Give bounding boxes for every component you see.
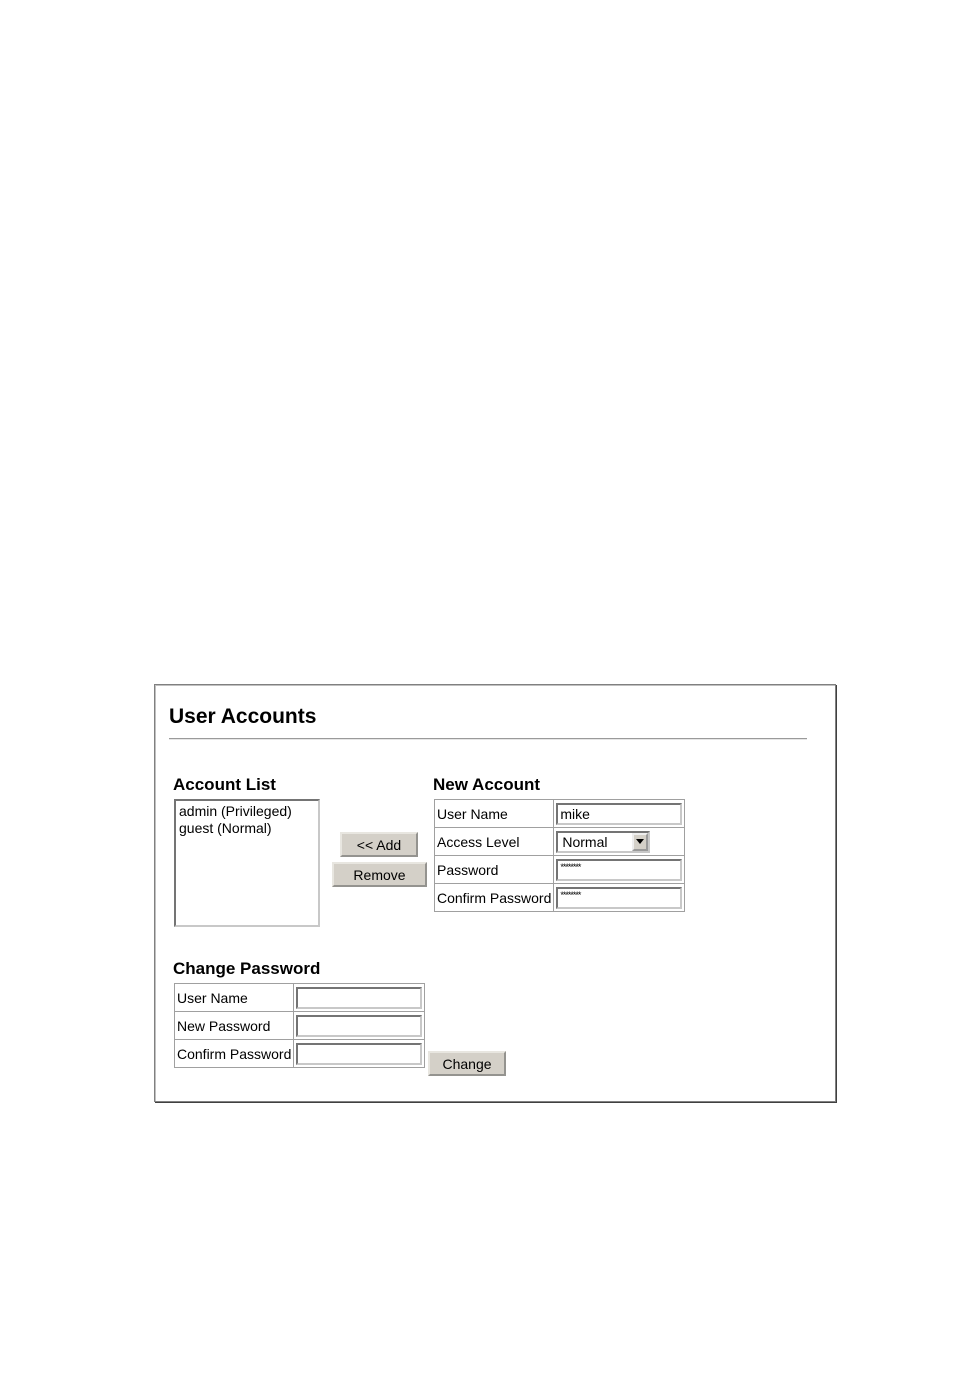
account-list-item[interactable]: admin (Privileged) [179, 803, 292, 819]
new-user-name-label: User Name [435, 800, 554, 828]
change-button[interactable]: Change [428, 1051, 506, 1076]
account-list-heading: Account List [173, 775, 276, 794]
change-new-password-label: New Password [175, 1012, 294, 1040]
remove-button[interactable]: Remove [332, 862, 427, 887]
account-list-box[interactable] [174, 799, 320, 927]
new-confirm-password-label: Confirm Password [435, 884, 554, 912]
change-user-name-label: User Name [175, 984, 294, 1012]
new-user-name-input[interactable]: mike [556, 803, 682, 825]
new-password-label: Password [435, 856, 554, 884]
new-account-form [434, 799, 685, 912]
access-level-value: Normal [562, 833, 608, 850]
new-account-heading: New Account [433, 775, 541, 794]
new-confirm-password-input[interactable]: ******** [556, 887, 682, 909]
change-confirm-password-label: Confirm Password [175, 1040, 294, 1068]
change-password-form [174, 983, 425, 1068]
user-accounts-panel [154, 684, 836, 1102]
access-level-select[interactable] [556, 831, 650, 853]
page-title: User Accounts [169, 705, 317, 728]
change-new-password-input[interactable] [296, 1015, 422, 1037]
change-password-heading: Change Password [173, 959, 321, 978]
access-level-label: Access Level [435, 828, 554, 856]
change-user-name-input[interactable] [296, 987, 422, 1009]
change-confirm-password-input[interactable] [296, 1043, 422, 1065]
dropdown-arrow-glyph [636, 839, 644, 844]
chevron-down-icon[interactable] [632, 833, 648, 851]
add-button[interactable]: << Add [340, 832, 418, 857]
new-password-input[interactable]: ******** [556, 859, 682, 881]
account-list-item[interactable]: guest (Normal) [179, 820, 272, 836]
title-divider [169, 738, 807, 740]
